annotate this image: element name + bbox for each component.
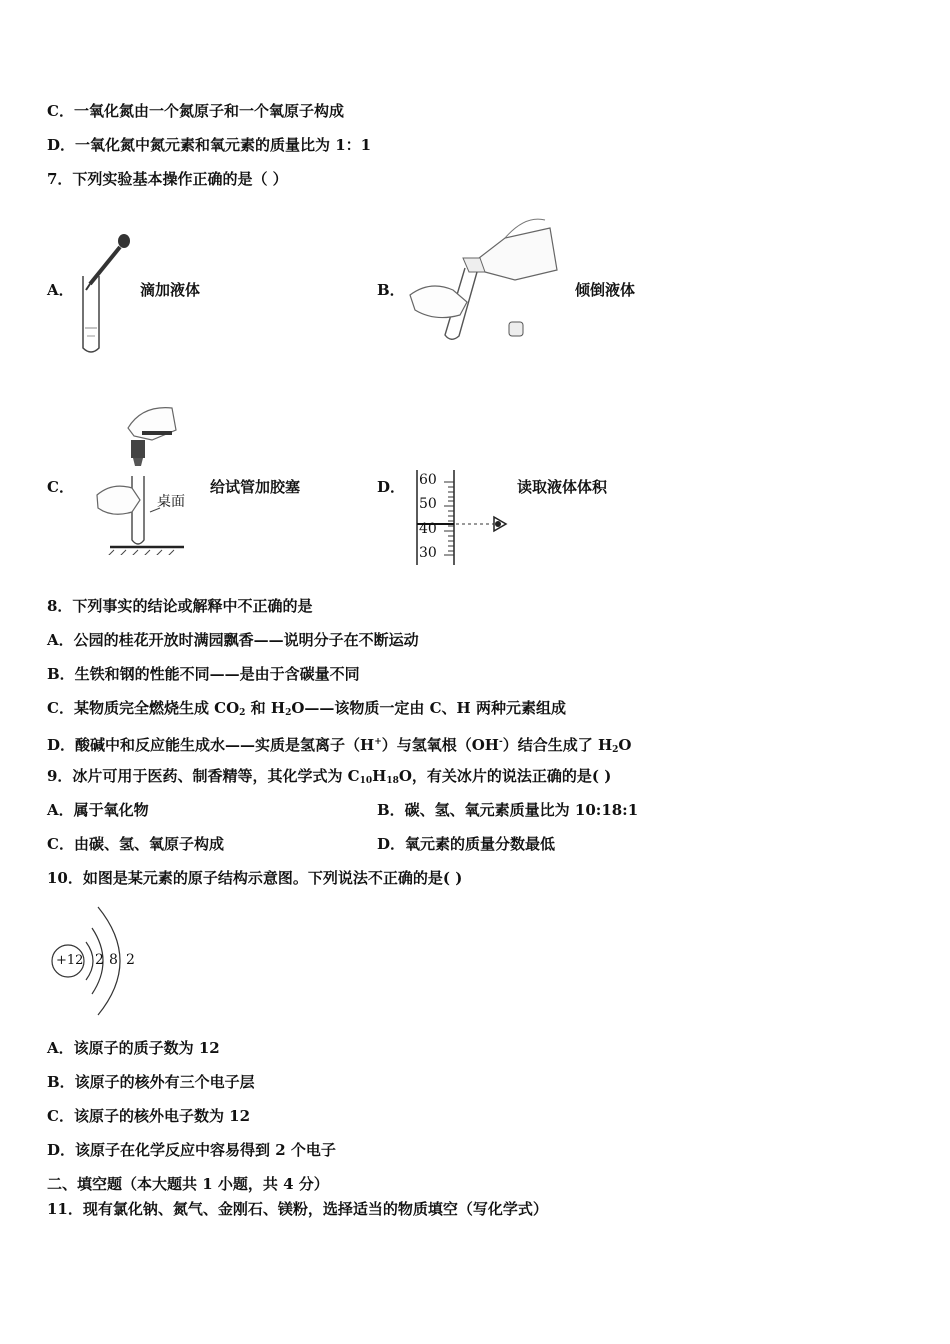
q7-d-label: 读取液体体积 xyxy=(517,478,608,496)
q8-stem: 8．下列事实的结论或解释中不正确的是 xyxy=(47,597,313,615)
q10-option-d: D．该原子在化学反应中容易得到 2 个电子 xyxy=(47,1141,336,1159)
q8-option-d: D．酸碱中和反应能生成水——实质是氢离子（H+）与氢氧根（OH-）结合生成了 $H_2O$ xyxy=(47,736,632,755)
q7-b-letter: B． xyxy=(377,281,405,299)
q9-option-b: B．碳、氢、氧元素质量比为 10:18:1 xyxy=(377,801,639,819)
q7-c-desk-label: 桌面 xyxy=(157,494,185,510)
q6-option-c: C．一氧化氮由一个氮原子和一个氧原子构成 xyxy=(47,102,344,120)
q9-option-d: D．氧元素的质量分数最低 xyxy=(377,835,556,853)
q9-option-c: C．由碳、氢、氧原子构成 xyxy=(47,835,224,853)
q7-c-letter: C． xyxy=(47,478,74,496)
cylinder-tick-30: 30 xyxy=(419,545,437,561)
cylinder-tick-50: 50 xyxy=(419,496,437,512)
q7-b-label: 倾倒液体 xyxy=(575,281,636,299)
nucleus-charge: +12 xyxy=(56,953,84,968)
q7-a-letter: A． xyxy=(47,281,74,299)
q8-option-c: C．某物质完全燃烧生成 $CO_2$ 和 $H_2O——$该物质一定由 C、H 两种元素组成 xyxy=(47,699,566,718)
q7-d-letter: D． xyxy=(377,478,406,496)
q8-option-b: B．生铁和钢的性能不同——是由于含碳量不同 xyxy=(47,665,360,683)
q7-stem: 7．下列实验基本操作正确的是（ ） xyxy=(47,170,288,188)
q11-stem: 11．现有氯化钠、氮气、金刚石、镁粉，选择适当的物质填空（写化学式） xyxy=(47,1200,548,1218)
cylinder-tick-60: 60 xyxy=(419,472,437,488)
cylinder-tick-40: 40 xyxy=(419,521,437,537)
q10-option-a: A．该原子的质子数为 12 xyxy=(47,1039,220,1057)
dropper-figure xyxy=(74,232,134,357)
q8-option-a: A．公园的桂花开放时满园飘香——说明分子在不断运动 xyxy=(47,631,419,649)
q10-option-c: C．该原子的核外电子数为 12 xyxy=(47,1107,251,1125)
q6-option-d: D．一氧化氮中氮元素和氧元素的质量比为 1：1 xyxy=(47,136,372,154)
q10-stem: 10．如图是某元素的原子结构示意图。下列说法不正确的是( ) xyxy=(47,869,463,887)
section-2-heading: 二、填空题（本大题共 1 小题，共 4 分） xyxy=(47,1175,329,1193)
stopper-figure xyxy=(92,400,192,555)
q7-c-label: 给试管加胶塞 xyxy=(210,478,301,496)
shell-2-electrons: 8 xyxy=(109,952,118,968)
q9-option-a: A．属于氧化物 xyxy=(47,801,149,819)
q9-stem: 9．冰片可用于医药、制香精等，其化学式为 $C_{10}H_{18}O$，有关冰片的说法正确的是( ) xyxy=(47,767,612,786)
shell-3-electrons: 2 xyxy=(126,952,135,968)
shell-1-electrons: 2 xyxy=(95,952,104,968)
q10-option-b: B．该原子的核外有三个电子层 xyxy=(47,1073,255,1091)
pouring-figure xyxy=(405,210,565,345)
q7-a-label: 滴加液体 xyxy=(140,281,201,299)
